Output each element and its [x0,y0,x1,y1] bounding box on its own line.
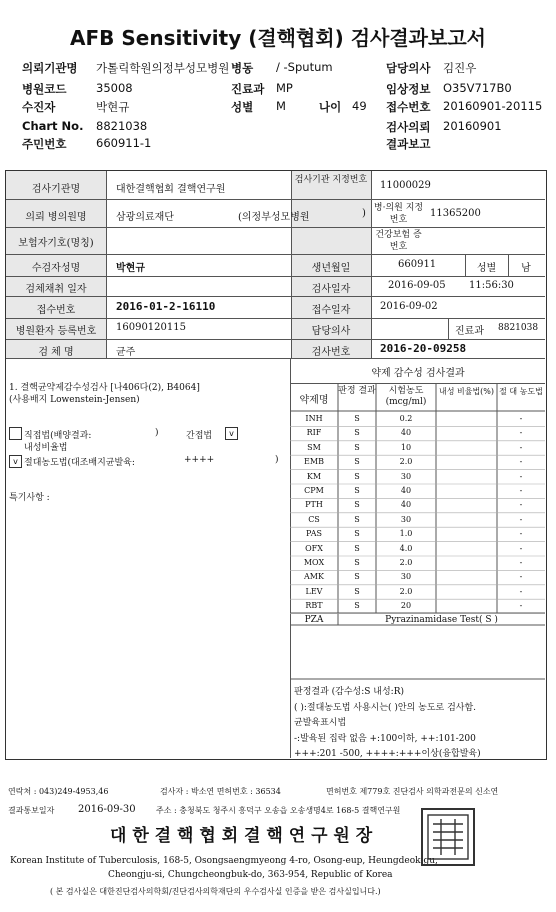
birth-value: 660911 [398,259,437,270]
lab-name-label: 검사기관명 [31,184,81,195]
accept-date-label: 접수일자 [311,305,351,316]
req-inst-extra: (의정부성모병원 [238,212,310,223]
cell-conc: 2.0 [399,457,413,467]
official-seal-stamp [421,808,475,866]
report-date-value: 2016-09-30 [78,804,136,815]
absolute-checkbox: v [9,455,22,468]
method-line-1: 1. 결핵균약제감수성검사 [나406다(2), B4064] [9,383,200,393]
dept-value: MP [276,81,293,95]
cell-drug: KM [306,471,322,481]
cell-drug: EMB [304,457,324,467]
cell-res: S [354,486,360,495]
req-inst-paren: ) [362,208,366,219]
director-line: 면허번호 제779호 진단검사 의학과전문의 신소연 [326,787,499,796]
sex-form-label: 성별 [476,263,497,274]
legend-line: ( ):절대농도법 사용시는( )안의 농도로 검사함. [294,702,477,713]
report-date-label: 결과통보일자 [8,806,55,815]
doctor-value: 김진우 [443,61,477,75]
lab-name-value: 대한결핵협회 결핵연구원 [116,184,226,195]
cell-conc: 40 [400,500,412,510]
cell-abs: - [519,486,523,495]
legend-line: 판정결과 (감수성:S 내성:R) [294,687,404,697]
lab-id-value: 11000029 [380,180,431,191]
cell-res: S [354,543,360,553]
collect-label: 검체채취 일자 [25,284,87,295]
absolute-paren: ) [275,455,279,465]
clinical-info-value: O35V717B0 [443,81,512,95]
lab-id-label: 검사기관 지정번호 [294,175,368,185]
sex-value: M [276,99,286,113]
cell-drug: PAS [306,529,322,539]
cell-conc: 40 [400,486,412,495]
direct-checkbox [9,427,22,440]
hospital-code-value: 35008 [96,81,133,95]
direct-paren: ) [155,428,159,438]
age-label: 나이 [319,100,342,114]
cell-conc: 30 [400,471,412,481]
cell-abs: - [519,572,523,582]
exam-no-label: 검사번호 [311,347,351,358]
cell-drug: OFX [305,543,323,553]
reg-no-label: 병원환자 등록번호 [15,326,97,337]
cell-abs: - [519,442,523,452]
accept-no-label: 접수번호 [36,305,76,316]
cell-res: S [354,514,360,524]
direct-label: 직접법(배양결과: [24,431,92,441]
legend-line: 균발육표시법 [294,718,347,728]
cell-abs: - [519,414,523,423]
dept-label: 진료과 [231,82,265,96]
cell-res: S [354,558,360,567]
req-inst-value: 삼광의료재단 [116,212,174,223]
cell-res: S [354,586,360,596]
legend-line: -:발육된 집락 없음 +:100이하, ++:101-200 [294,733,476,744]
indirect-checkbox: v [225,427,238,440]
chart-label: Chart No. [22,119,84,133]
cell-abs: - [519,514,523,524]
cell-drug: LEV [305,586,323,596]
cell-drug: RIF [306,428,322,438]
req-inst-label: 의뢰 병의원명 [25,212,87,223]
receipt-value: 20160901-20115 [443,99,543,113]
cell-res: S [354,457,360,467]
page-title: AFB Sensitivity (결핵협회) 검사결과보고서 [70,26,486,50]
birth-label: 생년월일 [311,263,351,274]
cell-drug: CS [308,514,320,524]
attending-label: 담당의사 [311,326,351,337]
patient-value: 박현규 [96,100,130,114]
col-ratio: 내성 비율법(%) [438,387,495,396]
col-abs: 절 대 농도법 [499,387,543,396]
cell-abs: - [519,529,523,539]
cell-conc: 10 [400,442,412,452]
cell-abs: - [519,457,523,467]
cell-abs: - [519,500,523,510]
doctor-label: 담당의사 [386,61,431,75]
results-title: 약제 감수성 검사결과 [371,368,465,379]
age-value: 49 [352,99,367,113]
method-line-2: (사용배지 Lowenstein-Jensen) [9,395,140,405]
patient-label: 수진자 [22,100,56,114]
org-name-ko: 대 한 결 핵 협 회 결 핵 연 구 원 장 [110,826,373,846]
cell-res: S [354,471,360,481]
cell-conc: 30 [400,572,412,582]
cell-conc: 2.0 [399,586,413,596]
contact-line: 연락처 : 043)249-4953,46 [8,787,109,796]
cell-drug: INH [305,414,323,423]
request-value: 20160901 [443,119,502,133]
cell-drug: RBT [305,601,323,611]
cell-conc: 0.2 [399,414,413,423]
legend [294,685,481,763]
cell-conc: 1.0 [399,529,413,539]
cell-res: S [354,414,360,423]
resident-label: 주민번호 [22,137,67,151]
insurance-id-label: 건강보험 증번호 [375,230,422,252]
request-label: 검사의뢰 [386,120,431,134]
exam-time-value: 11:56:30 [469,280,514,291]
report-label: 결과보고 [386,137,431,151]
cell-drug: AMK [304,572,324,582]
sex-label: 성별 [231,100,254,114]
pza-label: PZA [304,615,324,625]
exam-no-value: 2016-20-09258 [380,342,467,355]
org-address-en-2: Cheongju-si, Chungcheongbuk-do, 363-954, Republic of Korea [108,870,393,880]
cell-conc: 30 [400,514,412,524]
col-drug: 약제명 [299,395,329,406]
hospital-code-label: 병원코드 [22,82,67,96]
dept-form-label: 진료과 [455,326,484,337]
cell-drug: CPM [304,486,324,495]
chart-value: 8821038 [96,119,148,133]
col-conc: 시험농도 (mcg/ml) [385,386,427,407]
exam-date-value: 2016-09-05 [388,280,446,291]
certification-note: ( 본 검사실은 대한진단검사의학회/진단검사의학재단의 우수검사실 인증을 받은 검사실입니다.) [50,887,381,896]
ward-value: / -Sputum [276,60,333,74]
address-line: 주소 : 충청북도 청주시 흥덕구 오송읍 오송생명4로 168-5 결핵연구원 [156,806,401,815]
cell-conc: 20 [400,601,412,611]
cell-abs: - [519,428,523,438]
insurance-label: 보험자기호(명칭) [18,238,94,249]
legend-line: +++:201 -500, ++++:+++이상(융합발육) [294,749,481,759]
cell-drug: SM [307,442,321,452]
col-result: 판정 결과 [338,386,376,396]
clinical-info-label: 임상정보 [386,82,431,96]
cell-res: S [354,601,360,611]
accept-date-value: 2016-09-02 [380,301,438,312]
clinic-id-label: 병·의원 지정번호 [373,203,424,225]
cell-conc: 4.0 [399,543,413,553]
reg-no-value: 16090120115 [116,322,186,333]
exam-date-label: 검사일자 [311,284,351,295]
ratio-label: 내성비율법 [24,443,68,453]
indirect-label: 간접법 [186,431,213,441]
cell-abs: - [519,471,523,481]
clinic-id-value: 11365200 [430,208,481,219]
cell-drug: PTH [305,500,323,510]
org-address-en: Korean Institute of Tuberculosis, 168-5, Osongsaengmyeong 4-ro, Osong-eup, Heungdeok-gu, [10,856,438,866]
patient-name-label: 수검자성명 [31,263,81,274]
cell-abs: - [519,586,523,596]
institution-value: 가톨릭학원의정부성모병원 [96,61,230,75]
cell-abs: - [519,543,523,553]
resident-value: 660911-1 [96,136,152,150]
pza-value: Pyrazinamidase Test( S ) [385,615,498,625]
cell-res: S [354,442,360,452]
examiner-line: 검사자 : 박소연 면허번호 : 36534 [160,787,281,796]
specimen-label: 검 체 명 [38,347,74,358]
absolute-label: 절대농도법(대조배지균발육: [24,458,135,468]
accept-no-value: 2016-01-2-16110 [116,300,216,313]
cell-abs: - [519,558,523,567]
cell-drug: MOX [303,558,325,567]
cell-conc: 2.0 [399,558,413,567]
cell-res: S [354,572,360,582]
cell-conc: 40 [400,428,412,438]
dept-form-value: 8821038 [498,323,539,333]
sex-form-value: 남 [521,263,531,274]
absolute-value: ++++ [184,455,215,465]
cell-res: S [354,500,360,510]
cell-abs: - [519,601,523,611]
ward-label: 병동 [231,61,254,75]
institution-label: 의뢰기관명 [22,61,78,75]
remarks-label: 특기사항 : [9,493,50,503]
cell-res: S [354,428,360,438]
receipt-label: 접수번호 [386,100,431,114]
patient-name-value: 박현규 [116,263,145,274]
cell-res: S [354,529,360,539]
specimen-value: 균주 [116,347,136,358]
